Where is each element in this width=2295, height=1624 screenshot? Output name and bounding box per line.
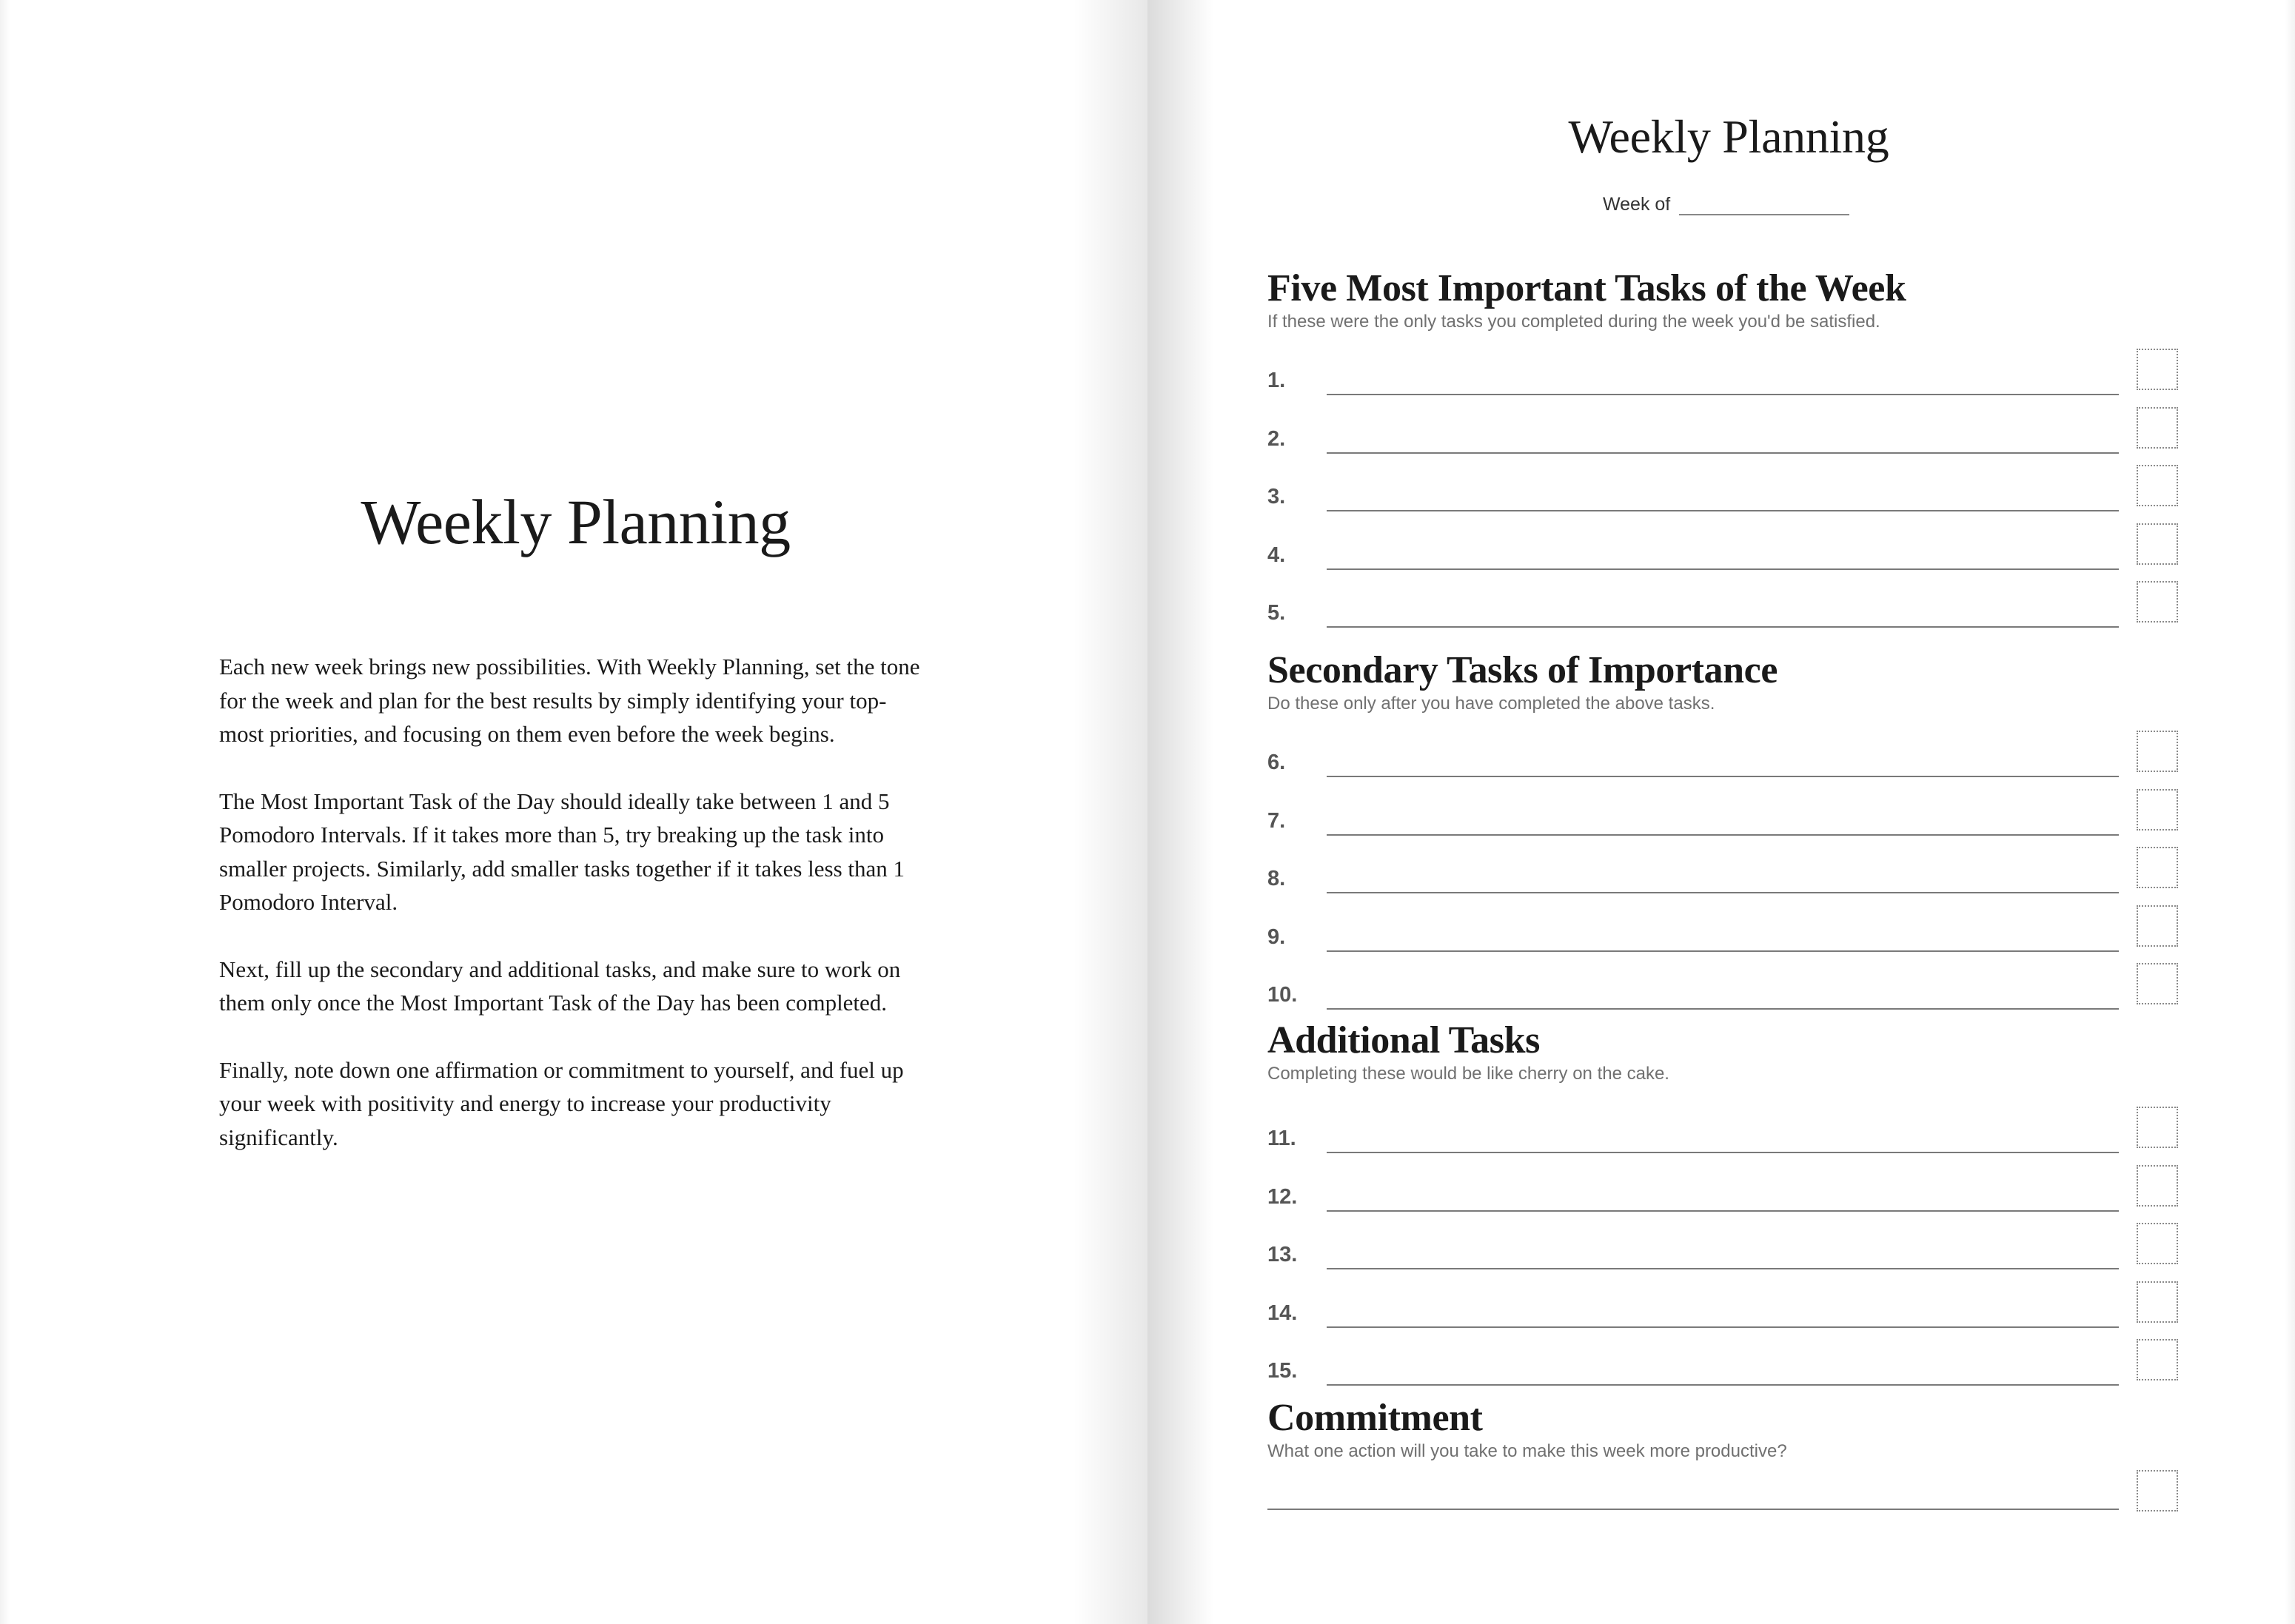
task-line[interactable]: [1327, 568, 2119, 570]
task-line[interactable]: [1327, 626, 2119, 628]
task-checkbox[interactable]: [2137, 731, 2178, 772]
task-number: 11.: [1267, 1127, 1296, 1150]
task-line[interactable]: [1327, 452, 2119, 454]
task-checkbox[interactable]: [2137, 847, 2178, 888]
intro-paragraph: Next, fill up the secondary and additional tasks, and make sure to work on them only once the Most Important Task of the Day has been completed.: [219, 956, 901, 1016]
task-row: [1267, 411, 2222, 469]
task-row: [1267, 585, 2222, 643]
task-number: 8.: [1267, 867, 1286, 890]
task-row: [1267, 1343, 2222, 1401]
task-number: 7.: [1267, 808, 1286, 833]
task-checkbox[interactable]: [2137, 1223, 2178, 1264]
task-line[interactable]: [1327, 776, 2119, 777]
task-checkbox[interactable]: [2137, 581, 2178, 623]
task-checkbox[interactable]: [2137, 1339, 2178, 1380]
section-title: Secondary Tasks of Importance: [1267, 649, 1778, 691]
planner-title: Weekly Planning: [1568, 110, 1889, 163]
section-secondary-tasks: [1267, 648, 2222, 1025]
task-checkbox[interactable]: [2137, 1281, 2178, 1323]
task-row: [1267, 469, 2222, 527]
task-checkbox[interactable]: [2137, 1107, 2178, 1148]
week-of-label: Week of: [1603, 194, 1671, 215]
task-row: [1267, 850, 2222, 909]
task-row: [1267, 1169, 2222, 1227]
task-row: [1267, 967, 2222, 1025]
intro-paragraph: The Most Important Task of the Day should ideally take between 1 and 5 Pomodoro Intervals. If it takes more than 5, try breaking up the task into smaller projects. Similarly, add smaller tasks together if it takes less than 1 Pomodoro Interval.: [219, 788, 905, 915]
task-number: 3.: [1267, 485, 1286, 509]
left-page-title: Weekly Planning: [361, 486, 791, 557]
task-number: 1.: [1267, 369, 1286, 392]
task-row: [1267, 527, 2222, 585]
section-top-tasks: [1267, 266, 2222, 643]
task-number: 5.: [1267, 601, 1286, 625]
section-subtitle: If these were the only tasks you completed during the week you'd be satisfied.: [1267, 312, 1880, 332]
task-number: 6.: [1267, 751, 1286, 774]
week-of-input-line[interactable]: [1679, 198, 1849, 215]
week-of-field: [1603, 194, 1849, 215]
task-checkbox[interactable]: [2137, 1165, 2178, 1207]
task-number: 13.: [1267, 1243, 1298, 1266]
task-line[interactable]: [1327, 892, 2119, 893]
task-line[interactable]: [1327, 1152, 2119, 1153]
task-number: 12.: [1267, 1184, 1298, 1209]
task-number: 14.: [1267, 1301, 1298, 1325]
task-line[interactable]: [1327, 510, 2119, 511]
task-line[interactable]: [1327, 394, 2119, 395]
task-row: [1267, 734, 2222, 793]
task-checkbox[interactable]: [2137, 407, 2178, 449]
task-line[interactable]: [1327, 950, 2119, 952]
task-line[interactable]: [1327, 834, 2119, 836]
section-title: Commitment: [1267, 1397, 1483, 1439]
section-additional-tasks: [1267, 1019, 2222, 1401]
task-row: [1267, 352, 2222, 411]
section-title: Additional Tasks: [1267, 1019, 1540, 1061]
commitment-row: [1267, 1470, 2222, 1529]
task-checkbox[interactable]: [2137, 789, 2178, 831]
task-line[interactable]: [1327, 1210, 2119, 1212]
task-number: 9.: [1267, 925, 1286, 949]
task-line[interactable]: [1327, 1384, 2119, 1386]
task-checkbox[interactable]: [2137, 465, 2178, 506]
task-checkbox[interactable]: [2137, 349, 2178, 390]
section-title: Five Most Important Tasks of the Week: [1267, 267, 1906, 309]
section-subtitle: Completing these would be like cherry on the cake.: [1267, 1064, 1669, 1084]
commitment-checkbox[interactable]: [2137, 1470, 2178, 1511]
task-checkbox[interactable]: [2137, 963, 2178, 1004]
task-checkbox[interactable]: [2137, 905, 2178, 947]
task-line[interactable]: [1327, 1268, 2119, 1269]
intro-text: [219, 650, 930, 1187]
intro-paragraph: Each new week brings new possibilities. With Weekly Planning, set the tone for the week and plan for the best results by simply identifying your top-most priorities, and focusing on them even before the week begins.: [219, 654, 920, 747]
section-subtitle: Do these only after you have completed the above tasks.: [1267, 694, 1715, 714]
task-number: 4.: [1267, 543, 1286, 567]
task-row: [1267, 1285, 2222, 1343]
task-row: [1267, 909, 2222, 967]
section-subtitle: What one action will you take to make this week more productive?: [1267, 1441, 1787, 1461]
section-commitment: [1267, 1396, 2222, 1529]
task-number: 10.: [1267, 983, 1298, 1007]
right-page: [1148, 0, 2295, 1624]
commitment-line[interactable]: [1267, 1509, 2119, 1510]
task-row: [1267, 1227, 2222, 1285]
task-checkbox[interactable]: [2137, 523, 2178, 565]
task-row: [1267, 1110, 2222, 1169]
task-number: 15.: [1267, 1359, 1298, 1383]
task-row: [1267, 793, 2222, 851]
task-number: 2.: [1267, 426, 1286, 451]
task-line[interactable]: [1327, 1008, 2119, 1010]
task-line[interactable]: [1327, 1326, 2119, 1328]
intro-paragraph: Finally, note down one affirmation or commitment to yourself, and fuel up your week with positivity and energy to increase your productivity significantly.: [219, 1056, 904, 1150]
